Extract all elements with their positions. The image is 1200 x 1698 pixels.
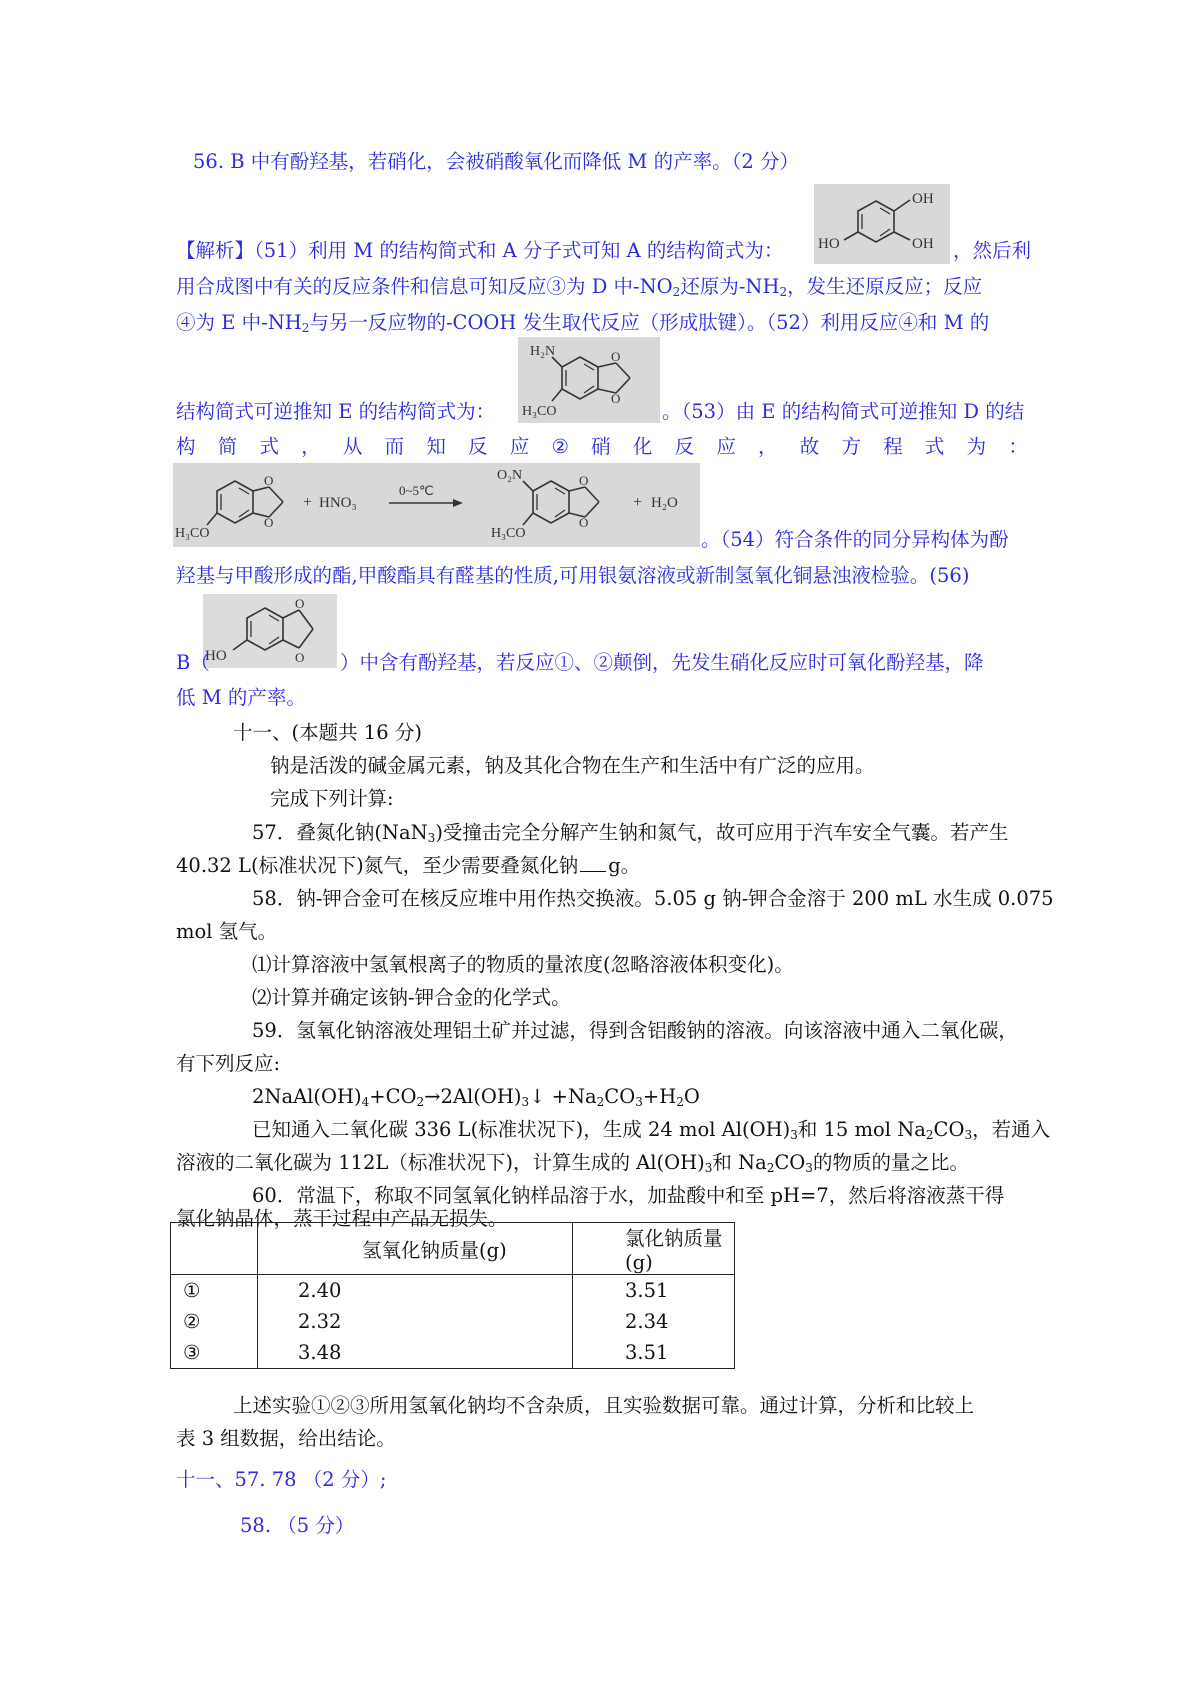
table-header-cell: 氯化钠质量(g): [573, 1223, 735, 1275]
answer-58: 58. （5 分）: [240, 1514, 355, 1537]
o-label: O: [611, 349, 621, 364]
question-60-line-2: 氯化钠晶体，蒸干过程中产品无损失。: [176, 1207, 508, 1230]
section-task: 完成下列计算:: [270, 787, 394, 810]
spaced-char: 应: [509, 435, 530, 458]
table-row: [171, 1337, 735, 1369]
ho-label: HO: [818, 236, 840, 252]
table-row: [171, 1275, 735, 1307]
spaced-char: 故: [799, 435, 820, 458]
text-part: 的物质的量之比。: [812, 1151, 969, 1174]
subscript: 2: [925, 1128, 934, 1142]
o-label: O: [579, 515, 589, 530]
analysis-line-7: 羟基与甲酸形成的酯,甲酸酯具有醛基的性质,可用银氨溶液或新制氢氧化铜悬浊液检验。(56): [176, 564, 970, 587]
table-cell: 2.34: [625, 1310, 669, 1333]
conclusion-line-2: 表 3 组数据，给出结论。: [176, 1427, 396, 1450]
question-57-line-1: 57．叠氮化钠(NaN$_3$)受撞击完全分解产生钠和氮气，故可应用于汽车安全气囊。若产生: [252, 821, 1009, 845]
analysis-line-1a: 【解析】（51）利用 M 的结构简式和 A 分子式可知 A 的结构简式为：: [176, 239, 784, 262]
analysis-line-3: ④为 E 中$-NH_2$与另一反应物的-COOH 发生取代反应（形成肽键）。（52）利用反应④和 M 的: [176, 311, 990, 335]
table-header-cell: 氢氧化钠质量(g): [258, 1223, 573, 1275]
analysis-line-4b: 。（53）由 E 的结构简式可逆推知 D 的结: [662, 400, 1025, 423]
analysis-line-1b: ，然后利: [953, 239, 1032, 262]
spaced-char: 而: [384, 435, 405, 458]
text-part: ，发生还原反应；反应: [787, 275, 983, 298]
conclusion-line-1: 上述实验①②③所用氢氧化钠均不含杂质，且实验数据可靠。通过计算，分析和比较上: [233, 1394, 975, 1417]
o-label: O: [295, 596, 305, 611]
spaced-char: 构: [176, 435, 196, 458]
text-part: +CO: [369, 1085, 417, 1108]
text-part: 2NaAl(OH): [252, 1085, 362, 1108]
o-label: O: [264, 473, 274, 488]
spaced-char: ：: [1008, 435, 1028, 458]
text-part: O: [683, 1085, 700, 1108]
question-57-line-2: [176, 856, 640, 876]
table-cell: ②: [171, 1306, 258, 1337]
spaced-char: ，: [301, 435, 321, 458]
spaced-char: 简: [217, 435, 238, 458]
analysis-line-8a: B（: [176, 651, 210, 674]
subscript: 2: [416, 1095, 425, 1109]
answer-blank[interactable]: [580, 857, 606, 872]
plus-sign: +: [303, 494, 313, 511]
oh-label: OH: [912, 236, 934, 252]
table-header-row: [171, 1223, 735, 1275]
question-59-line-3: [252, 1120, 1050, 1140]
table-header-cell: [171, 1223, 258, 1275]
text-part: ，若通入: [972, 1118, 1051, 1141]
text-part: 溶液的二氧化碳为 112L（标准状况下)，计算生成的 Al(OH): [176, 1151, 705, 1174]
subscript: 3: [704, 1161, 713, 1175]
o2n-label: O₂N: [497, 468, 523, 483]
data-table: [170, 1222, 735, 1369]
spaced-char: 程: [883, 435, 903, 458]
spaced-char: 应: [716, 435, 736, 458]
structure-a-image: [814, 184, 950, 264]
answer-57: 十一、57. 78 （2 分）;: [176, 1468, 387, 1491]
table-cell: 3.51: [625, 1341, 669, 1364]
h2o-label: H₂O: [651, 495, 678, 511]
o-label: O: [295, 650, 305, 665]
question-59-line-1: 59．氢氧化钠溶液处理铝土矿并过滤，得到含铝酸钠的溶液。向该溶液中通入二氧化碳，: [252, 1019, 1018, 1042]
spaced-char: 为: [966, 435, 987, 458]
spaced-char: ，: [758, 435, 778, 458]
text-part: CO: [933, 1118, 965, 1141]
table-cell: 3.51: [625, 1279, 669, 1302]
analysis-line-8b: ）中含有酚羟基，若反应①、②颠倒，先发生硝化反应时可氧化酚羟基，降: [340, 651, 984, 674]
o-label: O: [579, 473, 589, 488]
text-part: +H: [642, 1085, 677, 1108]
oh-label: OH: [912, 191, 934, 207]
ho-label: HO: [205, 648, 227, 664]
reaction-equation-image: [173, 463, 700, 547]
reaction-equation: [252, 1087, 700, 1107]
analysis-line-2: 用合成图中有关的反应条件和信息可知反应③为 D 中$-NO_2$还原为$-NH_2$，发生还原反应；反应: [176, 275, 983, 299]
subscript: 3: [964, 1128, 973, 1142]
subscript: 3: [805, 1161, 813, 1175]
question-60-line-1: 60．常温下，称取不同氢氧化钠样品溶于水，加盐酸中和至 pH=7，然后将溶液蒸干得: [252, 1184, 1005, 1207]
question-59-line-4: [176, 1153, 969, 1173]
table-cell: 2.40: [258, 1275, 573, 1307]
hno3-label: HNO₃: [319, 495, 357, 511]
spaced-char: 知: [426, 435, 446, 458]
spaced-char: 式: [259, 435, 279, 458]
section-intro: 钠是活泼的碱金属元素，钠及其化合物在生产和生活中有广泛的应用。: [270, 754, 875, 777]
question-58-part-1: ⑴计算溶液中氢氧根离子的物质的量浓度(忽略溶液体积变化)。: [252, 953, 794, 976]
spaced-char: 硝: [591, 435, 611, 458]
structure-b-image: [203, 594, 337, 668]
text-part: →2Al(OH): [424, 1085, 522, 1108]
table-cell: 3.48: [258, 1337, 573, 1369]
answer-56: 56. B 中有酚羟基，若硝化，会被硝酸氧化而降低 M 的产率。（2 分）: [193, 150, 799, 173]
h2n-label: H₂N: [530, 344, 556, 359]
question-59-line-2: 有下列反应:: [176, 1052, 281, 1075]
subscript: 3: [790, 1128, 798, 1142]
analysis-line-6: 。（54）符合条件的同分异构体为酚: [701, 528, 1009, 551]
text-part: 57．叠氮化钠(NaN: [252, 821, 428, 844]
table-cell: 2.32: [258, 1306, 573, 1337]
spaced-char: 反: [674, 435, 695, 458]
condition-label: 0~5℃: [399, 483, 434, 498]
text-part: ④为 E 中-NH: [176, 311, 302, 334]
analysis-line-5: [176, 437, 1028, 457]
spaced-char: 式: [924, 435, 945, 458]
subscript: 3: [521, 1095, 530, 1109]
subscript: 2: [596, 1095, 605, 1109]
analysis-line-9: 低 M 的产率。: [176, 686, 306, 709]
table-cell: ③: [171, 1337, 258, 1369]
subscript: 2: [676, 1095, 684, 1109]
text-part: 40.32 L(标准状况下)氮气，至少需要叠氮化钠: [176, 854, 579, 877]
plus-sign: +: [633, 494, 643, 511]
subscript: 2: [766, 1161, 775, 1175]
text-part: g。: [608, 854, 641, 877]
h3co-label: H₃CO: [175, 526, 210, 541]
question-58-line-1: 58．钠-钾合金可在核反应堆中用作热交换液。5.05 g 钠-钾合金溶于 200 mL 水生成 0.075: [252, 887, 1054, 910]
spaced-char: ②: [551, 435, 569, 458]
subscript: 4: [361, 1095, 370, 1109]
question-58-line-2: mol 氢气。: [176, 920, 278, 943]
spaced-char: 化: [632, 435, 653, 458]
text-part: 和 Na: [712, 1151, 767, 1174]
subscript: 3: [635, 1095, 643, 1109]
o-label: O: [611, 391, 621, 406]
text-part: CO: [774, 1151, 806, 1174]
h3co-label: H₃CO: [491, 526, 526, 541]
text-part: )受撞击完全分解产生钠和氮气，故可应用于汽车安全气囊。若产生: [435, 821, 1009, 844]
text-part: CO: [604, 1085, 636, 1108]
o-label: O: [264, 515, 274, 530]
structure-e-image: [518, 337, 660, 423]
table-cell: ①: [171, 1275, 258, 1307]
table-row: [171, 1306, 735, 1337]
text-part: 与另一反应物的-COOH 发生取代反应（形成肽键）。（52）利用反应④和 M 的: [309, 311, 990, 334]
analysis-line-4a: 结构简式可逆推知 E 的结构简式为：: [176, 400, 496, 423]
question-58-part-2: ⑵计算并确定该钠-钾合金的化学式。: [252, 986, 571, 1009]
text-part: 和 15 mol Na: [797, 1118, 926, 1141]
text-part: 还原为-NH: [680, 275, 780, 298]
spaced-char: 从: [342, 435, 363, 458]
text-part: 用合成图中有关的反应条件和信息可知反应③为 D 中-NO: [176, 275, 673, 298]
text-part: 已知通入二氧化碳 336 L(标准状况下)，生成 24 mol Al(OH): [252, 1118, 791, 1141]
text-part: ↓ +Na: [529, 1085, 597, 1108]
h3co-label: H₃CO: [522, 404, 557, 419]
spaced-char: 反: [468, 435, 488, 458]
spaced-char: 方: [841, 435, 861, 458]
section-title: 十一、(本题共 16 分): [233, 721, 422, 744]
